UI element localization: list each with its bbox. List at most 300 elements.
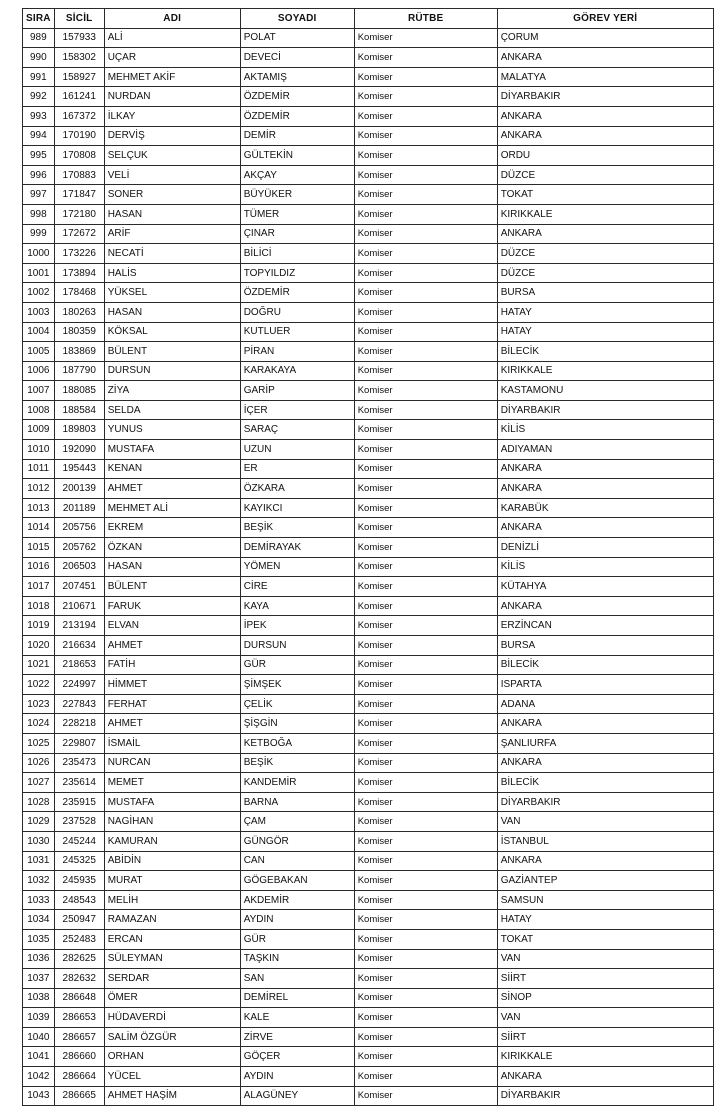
sira-cell: 1016	[23, 557, 55, 577]
table-row	[23, 224, 714, 244]
gorev-yeri-cell: ANKARA	[497, 851, 713, 871]
adi-cell: ÖZKAN	[104, 538, 240, 558]
sira-cell: 1021	[23, 655, 55, 675]
gorev-yeri-cell: ANKARA	[497, 518, 713, 538]
rutbe-cell: Komiser	[354, 753, 497, 773]
rutbe-cell: Komiser	[354, 636, 497, 656]
soyadi-cell: BÜYÜKER	[240, 185, 354, 205]
soyadi-cell: TOPYILDIZ	[240, 263, 354, 283]
sicil-cell: 216634	[54, 636, 104, 656]
rutbe-cell: Komiser	[354, 361, 497, 381]
table-row	[23, 538, 714, 558]
gorev-yeri-cell: ADIYAMAN	[497, 440, 713, 460]
table-row	[23, 1047, 714, 1067]
gorev-yeri-cell: TOKAT	[497, 929, 713, 949]
soyadi-cell: DEVECİ	[240, 48, 354, 68]
table-row	[23, 146, 714, 166]
rutbe-cell: Komiser	[354, 263, 497, 283]
sicil-cell: 192090	[54, 440, 104, 460]
sicil-cell: 245244	[54, 831, 104, 851]
adi-cell: SALİM ÖZGÜR	[104, 1027, 240, 1047]
rutbe-cell: Komiser	[354, 185, 497, 205]
rutbe-cell: Komiser	[354, 165, 497, 185]
soyadi-cell: KANDEMİR	[240, 773, 354, 793]
sicil-cell: 250947	[54, 910, 104, 930]
rutbe-cell: Komiser	[354, 28, 497, 48]
table-row	[23, 302, 714, 322]
soyadi-cell: AYDIN	[240, 1067, 354, 1087]
table-row	[23, 714, 714, 734]
rutbe-cell: Komiser	[354, 244, 497, 264]
sicil-cell: 235915	[54, 792, 104, 812]
rutbe-cell: Komiser	[354, 1067, 497, 1087]
adi-cell: HÜDAVERDİ	[104, 1008, 240, 1028]
gorev-yeri-cell: ÇORUM	[497, 28, 713, 48]
rutbe-cell: Komiser	[354, 342, 497, 362]
sira-cell: 1003	[23, 302, 55, 322]
sicil-cell: 286660	[54, 1047, 104, 1067]
rutbe-cell: Komiser	[354, 146, 497, 166]
adi-cell: DERVİŞ	[104, 126, 240, 146]
rutbe-cell: Komiser	[354, 557, 497, 577]
sira-cell: 1008	[23, 400, 55, 420]
adi-cell: KENAN	[104, 459, 240, 479]
personnel-table	[22, 8, 714, 1106]
sira-cell: 1017	[23, 577, 55, 597]
sira-cell: 1018	[23, 596, 55, 616]
rutbe-cell: Komiser	[354, 910, 497, 930]
sicil-cell: 200139	[54, 479, 104, 499]
sicil-cell: 227843	[54, 694, 104, 714]
table-row	[23, 988, 714, 1008]
rutbe-cell: Komiser	[354, 302, 497, 322]
col-header-adi: ADI	[104, 9, 240, 29]
sicil-cell: 224997	[54, 675, 104, 695]
adi-cell: MEMET	[104, 773, 240, 793]
table-row	[23, 557, 714, 577]
soyadi-cell: ÖZDEMİR	[240, 106, 354, 126]
sicil-cell: 171847	[54, 185, 104, 205]
sicil-cell: 178468	[54, 283, 104, 303]
table-row	[23, 400, 714, 420]
rutbe-cell: Komiser	[354, 871, 497, 891]
table-row	[23, 440, 714, 460]
rutbe-cell: Komiser	[354, 87, 497, 107]
rutbe-cell: Komiser	[354, 655, 497, 675]
adi-cell: İSMAİL	[104, 733, 240, 753]
sicil-cell: 201189	[54, 498, 104, 518]
gorev-yeri-cell: BURSA	[497, 283, 713, 303]
adi-cell: HASAN	[104, 557, 240, 577]
adi-cell: AHMET HAŞİM	[104, 1086, 240, 1106]
col-header-gorev-yeri: GÖREV YERİ	[497, 9, 713, 29]
table-row	[23, 106, 714, 126]
sira-cell: 1041	[23, 1047, 55, 1067]
adi-cell: ÖMER	[104, 988, 240, 1008]
table-row	[23, 420, 714, 440]
soyadi-cell: GÜR	[240, 655, 354, 675]
gorev-yeri-cell: HATAY	[497, 322, 713, 342]
rutbe-cell: Komiser	[354, 1027, 497, 1047]
adi-cell: ORHAN	[104, 1047, 240, 1067]
sicil-cell: 188085	[54, 381, 104, 401]
gorev-yeri-cell: KİLİS	[497, 557, 713, 577]
adi-cell: ERCAN	[104, 929, 240, 949]
sicil-cell: 286664	[54, 1067, 104, 1087]
table-row	[23, 28, 714, 48]
soyadi-cell: SARAÇ	[240, 420, 354, 440]
sira-cell: 990	[23, 48, 55, 68]
sicil-cell: 235473	[54, 753, 104, 773]
gorev-yeri-cell: ANKARA	[497, 459, 713, 479]
soyadi-cell: PİRAN	[240, 342, 354, 362]
sira-cell: 1039	[23, 1008, 55, 1028]
table-row	[23, 165, 714, 185]
sira-cell: 1002	[23, 283, 55, 303]
gorev-yeri-cell: ANKARA	[497, 714, 713, 734]
table-row	[23, 890, 714, 910]
sicil-cell: 161241	[54, 87, 104, 107]
gorev-yeri-cell: HATAY	[497, 302, 713, 322]
rutbe-cell: Komiser	[354, 929, 497, 949]
sira-cell: 994	[23, 126, 55, 146]
soyadi-cell: DOĞRU	[240, 302, 354, 322]
sira-cell: 1033	[23, 890, 55, 910]
rutbe-cell: Komiser	[354, 204, 497, 224]
rutbe-cell: Komiser	[354, 577, 497, 597]
table-row	[23, 67, 714, 87]
gorev-yeri-cell: İSTANBUL	[497, 831, 713, 851]
sicil-cell: 187790	[54, 361, 104, 381]
table-row	[23, 244, 714, 264]
table-row	[23, 87, 714, 107]
sicil-cell: 173226	[54, 244, 104, 264]
gorev-yeri-cell: DÜZCE	[497, 244, 713, 264]
adi-cell: MUSTAFA	[104, 440, 240, 460]
sira-cell: 1020	[23, 636, 55, 656]
adi-cell: NAGİHAN	[104, 812, 240, 832]
gorev-yeri-cell: ANKARA	[497, 224, 713, 244]
sicil-cell: 245935	[54, 871, 104, 891]
adi-cell: ELVAN	[104, 616, 240, 636]
gorev-yeri-cell: ANKARA	[497, 596, 713, 616]
sira-cell: 989	[23, 28, 55, 48]
rutbe-cell: Komiser	[354, 890, 497, 910]
adi-cell: YÜCEL	[104, 1067, 240, 1087]
sira-cell: 1034	[23, 910, 55, 930]
adi-cell: KÖKSAL	[104, 322, 240, 342]
soyadi-cell: ÖZDEMİR	[240, 87, 354, 107]
sira-cell: 1011	[23, 459, 55, 479]
rutbe-cell: Komiser	[354, 714, 497, 734]
table-row	[23, 1027, 714, 1047]
table-row	[23, 949, 714, 969]
soyadi-cell: TAŞKIN	[240, 949, 354, 969]
sira-cell: 1006	[23, 361, 55, 381]
soyadi-cell: YÖMEN	[240, 557, 354, 577]
sira-cell: 1025	[23, 733, 55, 753]
sira-cell: 1005	[23, 342, 55, 362]
sira-cell: 1032	[23, 871, 55, 891]
sira-cell: 1007	[23, 381, 55, 401]
sicil-cell: 188584	[54, 400, 104, 420]
table-row	[23, 498, 714, 518]
soyadi-cell: DEMİRAYAK	[240, 538, 354, 558]
sicil-cell: 286665	[54, 1086, 104, 1106]
rutbe-cell: Komiser	[354, 733, 497, 753]
adi-cell: MELİH	[104, 890, 240, 910]
rutbe-cell: Komiser	[354, 48, 497, 68]
sicil-cell: 286657	[54, 1027, 104, 1047]
sicil-cell: 207451	[54, 577, 104, 597]
table-row	[23, 969, 714, 989]
sicil-cell: 252483	[54, 929, 104, 949]
sicil-cell: 158302	[54, 48, 104, 68]
sira-cell: 999	[23, 224, 55, 244]
rutbe-cell: Komiser	[354, 851, 497, 871]
soyadi-cell: ÖZDEMİR	[240, 283, 354, 303]
sicil-cell: 170808	[54, 146, 104, 166]
adi-cell: MUSTAFA	[104, 792, 240, 812]
soyadi-cell: ŞİŞGİN	[240, 714, 354, 734]
rutbe-cell: Komiser	[354, 675, 497, 695]
adi-cell: BÜLENT	[104, 577, 240, 597]
soyadi-cell: KAYIKCI	[240, 498, 354, 518]
sicil-cell: 229807	[54, 733, 104, 753]
soyadi-cell: ZİRVE	[240, 1027, 354, 1047]
soyadi-cell: AKDEMİR	[240, 890, 354, 910]
table-row	[23, 126, 714, 146]
sira-cell: 1040	[23, 1027, 55, 1047]
table-row	[23, 910, 714, 930]
rutbe-cell: Komiser	[354, 283, 497, 303]
sicil-cell: 180263	[54, 302, 104, 322]
sicil-cell: 205756	[54, 518, 104, 538]
gorev-yeri-cell: ANKARA	[497, 1067, 713, 1087]
col-header-sira: SIRA	[23, 9, 55, 29]
soyadi-cell: AKTAMIŞ	[240, 67, 354, 87]
gorev-yeri-cell: BİLECİK	[497, 655, 713, 675]
sira-cell: 997	[23, 185, 55, 205]
gorev-yeri-cell: ORDU	[497, 146, 713, 166]
sira-cell: 1036	[23, 949, 55, 969]
adi-cell: HASAN	[104, 204, 240, 224]
soyadi-cell: POLAT	[240, 28, 354, 48]
table-row	[23, 577, 714, 597]
rutbe-cell: Komiser	[354, 949, 497, 969]
sira-cell: 1015	[23, 538, 55, 558]
table-row	[23, 851, 714, 871]
sicil-cell: 157933	[54, 28, 104, 48]
adi-cell: NURCAN	[104, 753, 240, 773]
gorev-yeri-cell: DÜZCE	[497, 165, 713, 185]
soyadi-cell: UZUN	[240, 440, 354, 460]
table-row	[23, 1086, 714, 1106]
adi-cell: ALİ	[104, 28, 240, 48]
sira-cell: 1031	[23, 851, 55, 871]
adi-cell: HASAN	[104, 302, 240, 322]
sicil-cell: 218653	[54, 655, 104, 675]
table-row	[23, 263, 714, 283]
table-row	[23, 185, 714, 205]
sira-cell: 1004	[23, 322, 55, 342]
sicil-cell: 237528	[54, 812, 104, 832]
adi-cell: FARUK	[104, 596, 240, 616]
table-row	[23, 675, 714, 695]
rutbe-cell: Komiser	[354, 596, 497, 616]
sicil-cell: 286648	[54, 988, 104, 1008]
gorev-yeri-cell: KARABÜK	[497, 498, 713, 518]
gorev-yeri-cell: ANKARA	[497, 479, 713, 499]
adi-cell: ARİF	[104, 224, 240, 244]
soyadi-cell: KETBOĞA	[240, 733, 354, 753]
adi-cell: AHMET	[104, 636, 240, 656]
table-row	[23, 1008, 714, 1028]
sicil-cell: 235614	[54, 773, 104, 793]
sicil-cell: 228218	[54, 714, 104, 734]
adi-cell: SELÇUK	[104, 146, 240, 166]
soyadi-cell: ÇINAR	[240, 224, 354, 244]
adi-cell: İLKAY	[104, 106, 240, 126]
rutbe-cell: Komiser	[354, 400, 497, 420]
soyadi-cell: BEŞİK	[240, 518, 354, 538]
gorev-yeri-cell: SİİRT	[497, 969, 713, 989]
sicil-cell: 282625	[54, 949, 104, 969]
table-row	[23, 342, 714, 362]
table-row	[23, 204, 714, 224]
header-row	[23, 9, 714, 29]
adi-cell: FERHAT	[104, 694, 240, 714]
sicil-cell: 248543	[54, 890, 104, 910]
soyadi-cell: ŞİMŞEK	[240, 675, 354, 695]
table-row	[23, 831, 714, 851]
gorev-yeri-cell: BİLECİK	[497, 773, 713, 793]
rutbe-cell: Komiser	[354, 106, 497, 126]
rutbe-cell: Komiser	[354, 1047, 497, 1067]
soyadi-cell: KAYA	[240, 596, 354, 616]
gorev-yeri-cell: DİYARBAKIR	[497, 87, 713, 107]
gorev-yeri-cell: DENİZLİ	[497, 538, 713, 558]
gorev-yeri-cell: VAN	[497, 812, 713, 832]
soyadi-cell: ÖZKARA	[240, 479, 354, 499]
table-row	[23, 322, 714, 342]
rutbe-cell: Komiser	[354, 1008, 497, 1028]
gorev-yeri-cell: ISPARTA	[497, 675, 713, 695]
sicil-cell: 158927	[54, 67, 104, 87]
rutbe-cell: Komiser	[354, 440, 497, 460]
adi-cell: AHMET	[104, 479, 240, 499]
sicil-cell: 282632	[54, 969, 104, 989]
rutbe-cell: Komiser	[354, 224, 497, 244]
sira-cell: 991	[23, 67, 55, 87]
rutbe-cell: Komiser	[354, 538, 497, 558]
soyadi-cell: BİLİCİ	[240, 244, 354, 264]
sira-cell: 992	[23, 87, 55, 107]
table-row	[23, 792, 714, 812]
sicil-cell: 170190	[54, 126, 104, 146]
rutbe-cell: Komiser	[354, 420, 497, 440]
soyadi-cell: GÜNGÖR	[240, 831, 354, 851]
sira-cell: 1027	[23, 773, 55, 793]
gorev-yeri-cell: DİYARBAKIR	[497, 1086, 713, 1106]
adi-cell: BÜLENT	[104, 342, 240, 362]
table-row	[23, 636, 714, 656]
soyadi-cell: GÖGEBAKAN	[240, 871, 354, 891]
table-body	[23, 28, 714, 1106]
gorev-yeri-cell: VAN	[497, 949, 713, 969]
adi-cell: EKREM	[104, 518, 240, 538]
sira-cell: 1012	[23, 479, 55, 499]
sira-cell: 996	[23, 165, 55, 185]
gorev-yeri-cell: KASTAMONU	[497, 381, 713, 401]
gorev-yeri-cell: SİİRT	[497, 1027, 713, 1047]
adi-cell: SERDAR	[104, 969, 240, 989]
sicil-cell: 189803	[54, 420, 104, 440]
sira-cell: 993	[23, 106, 55, 126]
sicil-cell: 172180	[54, 204, 104, 224]
rutbe-cell: Komiser	[354, 322, 497, 342]
gorev-yeri-cell: ANKARA	[497, 106, 713, 126]
rutbe-cell: Komiser	[354, 988, 497, 1008]
adi-cell: YÜKSEL	[104, 283, 240, 303]
sira-cell: 1009	[23, 420, 55, 440]
rutbe-cell: Komiser	[354, 459, 497, 479]
rutbe-cell: Komiser	[354, 773, 497, 793]
soyadi-cell: KUTLUER	[240, 322, 354, 342]
adi-cell: YUNUS	[104, 420, 240, 440]
gorev-yeri-cell: DİYARBAKIR	[497, 792, 713, 812]
adi-cell: NURDAN	[104, 87, 240, 107]
sicil-cell: 245325	[54, 851, 104, 871]
col-header-soyadi: SOYADI	[240, 9, 354, 29]
soyadi-cell: ER	[240, 459, 354, 479]
sicil-cell: 173894	[54, 263, 104, 283]
table-row	[23, 733, 714, 753]
adi-cell: SONER	[104, 185, 240, 205]
rutbe-cell: Komiser	[354, 518, 497, 538]
gorev-yeri-cell: KIRIKKALE	[497, 204, 713, 224]
rutbe-cell: Komiser	[354, 812, 497, 832]
table-row	[23, 1067, 714, 1087]
sira-cell: 1043	[23, 1086, 55, 1106]
gorev-yeri-cell: BİLECİK	[497, 342, 713, 362]
sicil-cell: 167372	[54, 106, 104, 126]
rutbe-cell: Komiser	[354, 126, 497, 146]
soyadi-cell: İPEK	[240, 616, 354, 636]
sira-cell: 1042	[23, 1067, 55, 1087]
sira-cell: 1001	[23, 263, 55, 283]
gorev-yeri-cell: VAN	[497, 1008, 713, 1028]
table-row	[23, 812, 714, 832]
sira-cell: 1000	[23, 244, 55, 264]
gorev-yeri-cell: HATAY	[497, 910, 713, 930]
soyadi-cell: KARAKAYA	[240, 361, 354, 381]
adi-cell: MEHMET AKİF	[104, 67, 240, 87]
adi-cell: MEHMET ALİ	[104, 498, 240, 518]
rutbe-cell: Komiser	[354, 381, 497, 401]
sira-cell: 998	[23, 204, 55, 224]
gorev-yeri-cell: ANKARA	[497, 48, 713, 68]
soyadi-cell: GÖÇER	[240, 1047, 354, 1067]
soyadi-cell: BEŞİK	[240, 753, 354, 773]
gorev-yeri-cell: TOKAT	[497, 185, 713, 205]
sira-cell: 1010	[23, 440, 55, 460]
soyadi-cell: GÜR	[240, 929, 354, 949]
rutbe-cell: Komiser	[354, 694, 497, 714]
table-row	[23, 479, 714, 499]
table-row	[23, 871, 714, 891]
rutbe-cell: Komiser	[354, 479, 497, 499]
